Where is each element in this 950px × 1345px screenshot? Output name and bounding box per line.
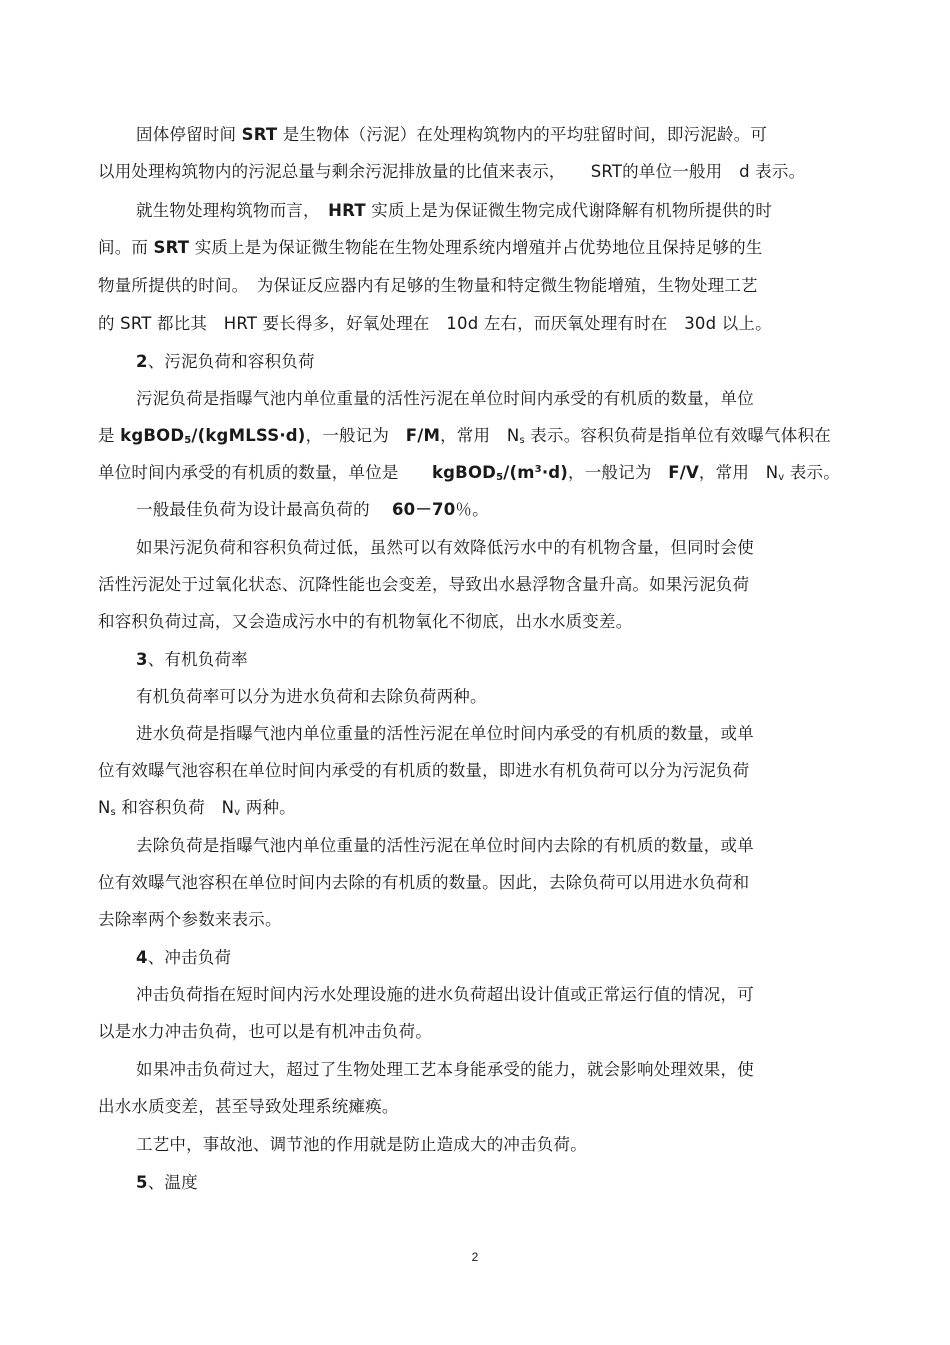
page-number: 2 (471, 1250, 479, 1264)
text: 就生物处理构筑物而言， (136, 201, 329, 220)
paragraph-hrt-line-2 (98, 237, 763, 259)
percent-range: 60－70 (391, 500, 456, 519)
text: 表示。容积负荷是指单位有效曝气体积在 (524, 426, 831, 445)
paragraph-hrt-line-4: 的 SRT 都比其 HRT 要长得多，好氧处理在 10d 左右，而厌氧处理有时在 30d 以上。 (98, 314, 772, 333)
paragraph-optimal-load (136, 499, 489, 521)
text: ％。 (455, 500, 489, 519)
text: 两种。 (240, 798, 296, 817)
text: ，一般记为 (568, 463, 669, 482)
paragraph-hrt-line-3: 物量所提供的时间。 为保证反应器内有足够的生物量和特定微生物能增殖，生物处理工艺 (98, 276, 758, 295)
text: 固体停留时间 (136, 125, 242, 144)
paragraph-sludge-load-line-1: 污泥负荷是指曝气池内单位重量的活性污泥在单位时间内承受的有机质的数量，单位 (136, 389, 754, 408)
heading-number: 3 (136, 650, 148, 669)
text: N (98, 798, 111, 817)
unit: /(m (503, 463, 535, 482)
unit: /(kgMLSS·d) (191, 426, 306, 445)
subscript: v (778, 472, 785, 483)
text: 实质上是为保证微生物能在生物处理系统内增殖并占优势地位且保持足够的生 (189, 238, 763, 257)
heading-text: 、污泥负荷和容积负荷 (147, 352, 315, 371)
paragraph-srt-line-1 (136, 124, 767, 146)
text: 实质上是为保证微生物完成代谢降解有机物所提供的时 (365, 201, 773, 220)
text: 单位时间内承受的有机质的数量，单位是 (98, 463, 432, 482)
heading-4 (136, 947, 231, 969)
heading-number: 2 (136, 352, 148, 371)
paragraph-accident-pool: 工艺中，事故池、调节池的作用就是防止造成大的冲击负荷。 (136, 1135, 587, 1154)
paragraph-organic-load-rate: 有机负荷率可以分为进水负荷和去除负荷两种。 (136, 687, 487, 706)
paragraph-srt-line-2: 以用处理构筑物内的污泥总量与剩余污泥排放量的比值来表示， SRT的单位一般用 d 表示。 (98, 162, 806, 181)
text: 是 (98, 426, 121, 445)
heading-text: 、冲击负荷 (147, 948, 232, 967)
heading-number: 5 (136, 1173, 148, 1192)
unit: kgBOD (432, 463, 497, 482)
subscript: s (519, 435, 525, 446)
heading-text: 、有机负荷率 (147, 650, 248, 669)
text: 和容积负荷 N (115, 798, 235, 817)
srt-term: SRT (241, 125, 278, 144)
subscript: 5 (496, 472, 504, 483)
paragraph-removal-load-line-1: 去除负荷是指曝气池内单位重量的活性污泥在单位时间内去除的有机质的数量，或单 (136, 836, 754, 855)
heading-text: 、温度 (147, 1173, 198, 1192)
paragraph-influent-load-line-1: 进水负荷是指曝气池内单位重量的活性污泥在单位时间内承受的有机质的数量，或单 (136, 724, 754, 743)
unit: ·d) (541, 463, 569, 482)
paragraph-sludge-load-line-3 (98, 462, 840, 484)
text: 表示。 (784, 463, 840, 482)
symbol: F/V (668, 463, 699, 482)
text: ，常用 N (440, 426, 520, 445)
unit: kgBOD (120, 426, 185, 445)
symbol: F/M (405, 426, 441, 445)
heading-3 (136, 649, 248, 671)
srt-term: SRT (153, 238, 190, 257)
text: ，常用 N (698, 463, 779, 482)
paragraph-hrt-line-1 (136, 200, 772, 222)
superscript: 3 (534, 464, 542, 475)
paragraph-shock-load-line-2: 以是水力冲击负荷，也可以是有机冲击负荷。 (98, 1022, 432, 1041)
subscript: s (110, 807, 116, 818)
text: ，一般记为 (305, 426, 406, 445)
subscript: v (234, 807, 241, 818)
paragraph-sludge-load-line-2 (98, 425, 831, 447)
heading-number: 4 (136, 948, 148, 967)
paragraph-removal-load-line-2: 位有效曝气池容积在单位时间内去除的有机质的数量。因此，去除负荷可以用进水负荷和 (98, 873, 750, 892)
text: 是生物体（污泥）在处理构筑物内的平均驻留时间，即污泥龄。可 (277, 125, 768, 144)
paragraph-influent-load-line-2: 位有效曝气池容积在单位时间内承受的有机质的数量，即进水有机负荷可以分为污泥负荷 (98, 761, 750, 780)
paragraph-load-effect-line-3: 和容积负荷过高，又会造成污水中的有机物氧化不彻底，出水水质变差。 (98, 612, 633, 631)
paragraph-shock-effect-line-2: 出水水质变差，甚至导致处理系统瘫痪。 (98, 1097, 399, 1116)
heading-5 (136, 1172, 198, 1194)
hrt-term: HRT (328, 201, 366, 220)
text: 间。而 (98, 238, 154, 257)
paragraph-shock-load-line-1: 冲击负荷指在短时间内污水处理设施的进水负荷超出设计值或正常运行值的情况，可 (136, 985, 754, 1004)
paragraph-load-effect-line-2: 活性污泥处于过氧化状态、沉降性能也会变差，导致出水悬浮物含量升高。如果污泥负荷 (98, 575, 750, 594)
heading-2 (136, 351, 315, 373)
paragraph-shock-effect-line-1: 如果冲击负荷过大，超过了生物处理工艺本身能承受的能力，就会影响处理效果，使 (136, 1060, 754, 1079)
paragraph-removal-load-line-3: 去除率两个参数来表示。 (98, 910, 282, 929)
subscript: 5 (184, 435, 192, 446)
text: 一般最佳负荷为设计最高负荷的 (136, 500, 392, 519)
paragraph-load-effect-line-1: 如果污泥负荷和容积负荷过低，虽然可以有效降低污水中的有机物含量，但同时会使 (136, 538, 754, 557)
paragraph-influent-load-line-3 (98, 797, 296, 819)
